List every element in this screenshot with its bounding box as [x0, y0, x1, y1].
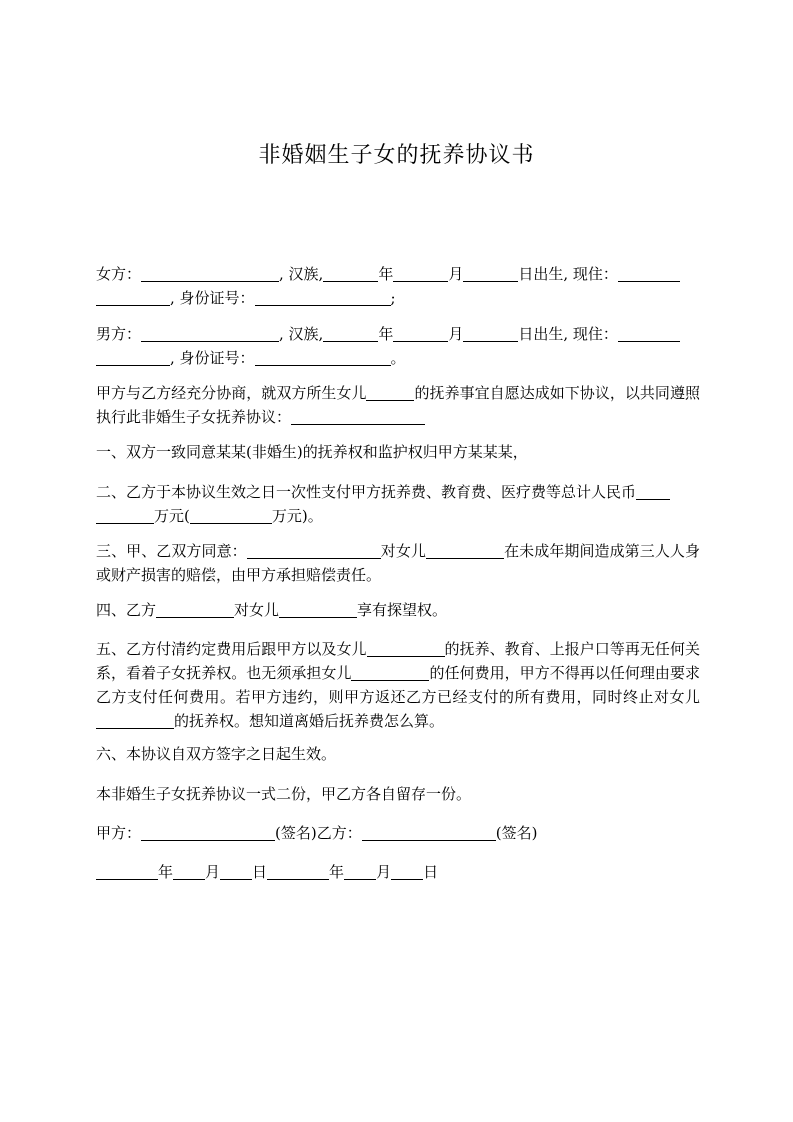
woman-name-blank[interactable]: [141, 265, 279, 282]
man-id-blank[interactable]: [255, 349, 391, 366]
man-name-blank[interactable]: [141, 325, 279, 342]
signature-line: 甲方： (签名)乙方： (签名): [96, 824, 538, 842]
clause-4: 四、乙方 对女儿 享有探望权。: [96, 601, 448, 619]
date-a-month-blank[interactable]: [173, 863, 205, 880]
daughter-name-blank-3[interactable]: [279, 601, 357, 618]
daughter-name-blank-4[interactable]: [367, 640, 445, 657]
man-label: 男方：: [96, 325, 142, 343]
clause-5: 五、乙方付清约定费用后跟甲方以及女儿 的抚养、教育、上报户口等再无任何关系，看着子女抚养权。也无须承担女儿 的任何费用，甲方不得再以任何理由要求乙方支付任何费用。若甲方违约，则甲方返还乙方已经支付的所有费用，同时终止对女儿的抚养权。想知道离婚后抚养费怎么算。: [96, 640, 700, 730]
daughter-name-blank-2[interactable]: [426, 542, 504, 559]
date-b-day-blank[interactable]: [391, 863, 423, 880]
amount-blank[interactable]: [636, 483, 670, 500]
clause-3: 三、甲、乙双方同意： 对女儿 在未成年期间造成第三人人身或财产损害的赔偿，由甲方承担赔偿责任。: [96, 542, 700, 584]
date-a-day-blank[interactable]: [220, 863, 252, 880]
date-line: 年 月 日 年 月 日: [96, 860, 700, 884]
man-birth-month-blank[interactable]: [393, 325, 448, 342]
party-b-name-blank[interactable]: [156, 601, 234, 618]
clause-2: 二、乙方于本协议生效之日一次性支付甲方抚养费、教育费、医疗费等总计人民币 万元( 万元)。: [96, 480, 700, 528]
man-birth-day-blank[interactable]: [463, 325, 518, 342]
man-birth-year-blank[interactable]: [323, 325, 378, 342]
amount-capital-blank[interactable]: [190, 507, 272, 524]
amount-blank-2[interactable]: [96, 507, 154, 524]
woman-address-blank[interactable]: [618, 265, 680, 282]
date-a-year-blank[interactable]: [96, 863, 158, 880]
party-b-signature-blank[interactable]: [362, 824, 496, 841]
daughter-name-blank-6[interactable]: [96, 712, 174, 729]
document-title: 非婚姻生子女的抚养协议书: [258, 143, 535, 168]
woman-id-blank[interactable]: [255, 289, 391, 306]
party-a-signature-blank[interactable]: [141, 824, 275, 841]
man-address-blank[interactable]: [618, 325, 680, 342]
woman-address-blank-2[interactable]: [96, 289, 170, 306]
man-address-blank-2[interactable]: [96, 349, 170, 366]
daughter-name-blank[interactable]: [366, 384, 414, 401]
woman-birth-day-blank[interactable]: [463, 265, 518, 282]
clause-6: 六、本协议自双方签字之日起生效。: [96, 745, 337, 763]
intro-paragraph: 甲方与乙方经充分协商，就双方所生女儿 的抚养事宜自愿达成如下协议，以共同遵照执行此非婚生子女抚养协议：: [96, 384, 700, 426]
man-info: 男方： , 汉族, 年 月 日出生, 现住： , 身份证号： 。: [96, 322, 700, 370]
date-b-month-blank[interactable]: [344, 863, 376, 880]
daughter-name-blank-5[interactable]: [351, 664, 429, 681]
woman-label: 女方：: [96, 265, 142, 283]
woman-info: 女方： , 汉族, 年 月 日出生, 现住： , 身份证号： ;: [96, 262, 700, 310]
woman-birth-month-blank[interactable]: [393, 265, 448, 282]
copies-note: 本非婚生子女抚养协议一式二份，甲乙方各自留存一份。: [96, 785, 472, 803]
liable-party-blank[interactable]: [247, 542, 381, 559]
clause-1: 一、双方一致同意某某(非婚生)的抚养权和监护权归甲方某某某，: [96, 443, 528, 461]
woman-birth-year-blank[interactable]: [323, 265, 378, 282]
agreement-blank[interactable]: [291, 408, 425, 425]
date-b-year-blank[interactable]: [267, 863, 329, 880]
